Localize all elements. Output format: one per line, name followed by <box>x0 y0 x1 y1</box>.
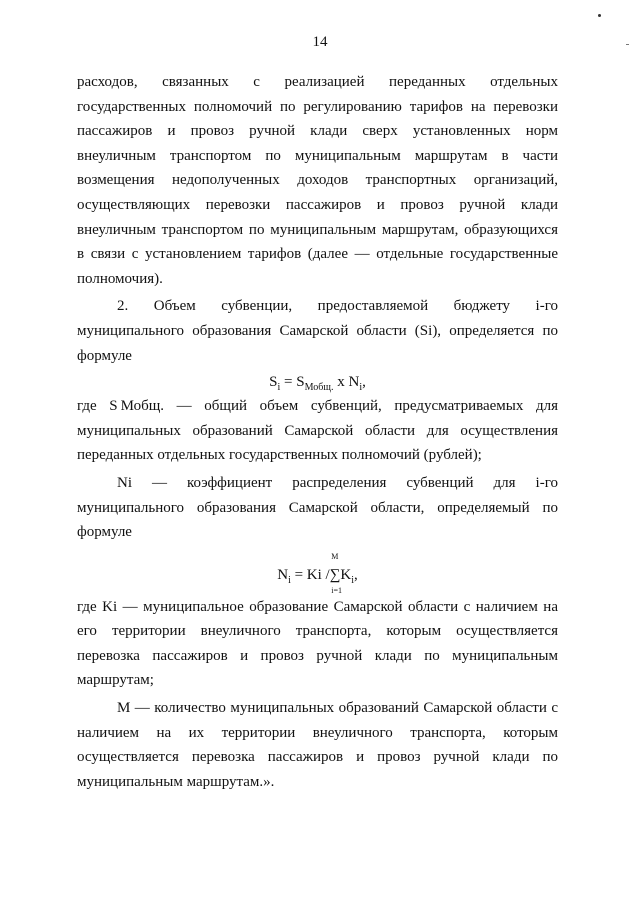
scan-speck <box>598 14 601 17</box>
sum-upper-limit: M <box>331 551 339 561</box>
document-body <box>77 70 558 794</box>
paragraph-m-definition: M — количество муниципальных образований Самарской области с наличием на их территории внеуличного транспорта, которым осуществляется перевозка пассажиров и провоз ручной клади по муниципальным маршрутам.». <box>77 700 558 790</box>
paragraph-total-subvention-definition: где S Мобщ. — общий объем субвенций, предусматриваемых для муниципальных образований Самарской области для осуществления переданных отдельных государственных полномочий (рублей); <box>77 398 558 464</box>
paragraph-ki-definition: где Ki — муниципальное образование Самарской области с наличием на его территории внеуличного транспорта, которым осуществляется перевозка пассажиров и провоз ручной клади по муниципальным маршрутам; <box>77 598 558 689</box>
paragraph-subvention-volume: 2. Объем субвенции, предоставляемой бюджету i-го муниципального образования Самарской области (Si), определяется по формуле <box>77 298 558 364</box>
sum-lower-limit: i=1 <box>331 585 342 595</box>
paragraph-expenses: расходов, связанных с реализацией переданных отдельных государственных полномочий по регулированию тарифов на перевозки пассажиров и провоз ручной клади сверх установленных норм внеуличным транспортом по муниципальным маршрутам в части возмещения недополученных доходов транспортных организаций, осуществляющих перевозки пассажиров и провоз ручной клади внеуличным транспортом по муниципальным маршрутам, образующихся в связи с установлением тарифов (далее — отдельные государственные полномочия). <box>77 74 558 287</box>
paragraph-coefficient-definition: Ni — коэффициент распределения субвенций для i-го муниципального образования Самарской области, определяемый по формуле <box>77 474 558 541</box>
formula-subvention: $S_i = S_{Мобщ.}$ x $N_i$, <box>269 374 366 394</box>
page-number: 14 <box>312 34 328 50</box>
formula-coefficient: M $N_i = Ki$ $/\sum K_i$, i=1 <box>277 551 358 595</box>
